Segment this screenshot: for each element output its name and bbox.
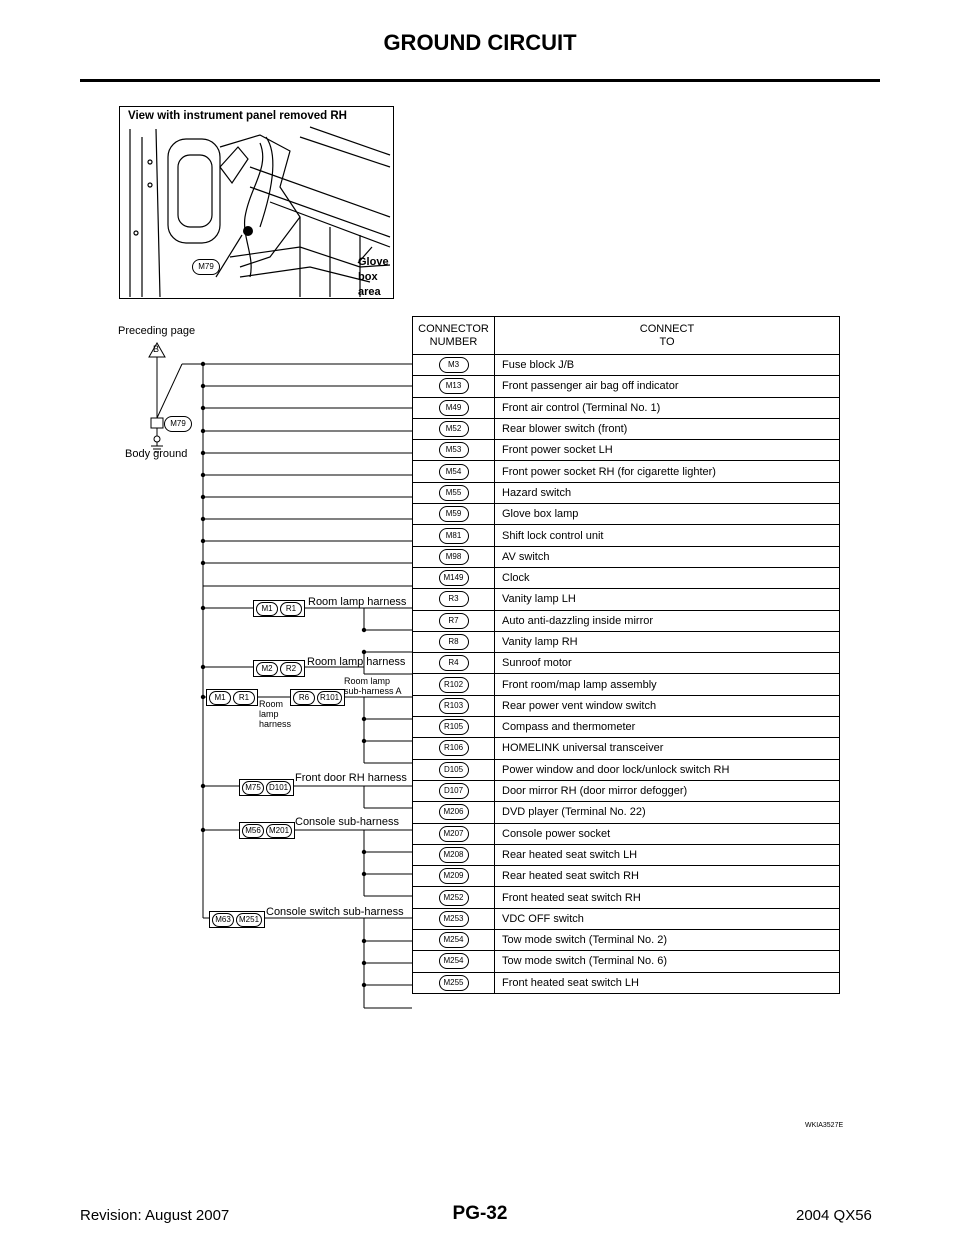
connector-number: R7 — [439, 613, 469, 629]
connector-cell — [413, 546, 495, 567]
table-row — [413, 695, 840, 716]
page-number: PG-32 — [452, 1203, 508, 1224]
connect-to-cell: Front power socket RH (for cigarette lighter) — [495, 461, 840, 482]
connect-to-cell: Tow mode switch (Terminal No. 2) — [495, 930, 840, 951]
connector-number: M208 — [439, 847, 469, 863]
connector-number: R4 — [439, 655, 469, 671]
connect-to-cell: Sunroof motor — [495, 653, 840, 674]
connector-cell — [413, 461, 495, 482]
connector-cell — [413, 440, 495, 461]
table-row — [413, 355, 840, 376]
connector-number: M253 — [439, 911, 469, 927]
connect-to-cell: AV switch — [495, 546, 840, 567]
connect-to-cell: Front air control (Terminal No. 1) — [495, 397, 840, 418]
harness-label: Room lamp harness — [308, 596, 407, 608]
connector-number: D105 — [439, 762, 469, 778]
table-row — [413, 887, 840, 908]
table-row — [413, 610, 840, 631]
connector-cell — [413, 866, 495, 887]
table-row — [413, 759, 840, 780]
connector-cell — [413, 844, 495, 865]
connect-to-header: CONNECT TO — [495, 317, 840, 355]
harness-connector: M63 M251 — [209, 911, 265, 928]
connector-number: R3 — [439, 591, 469, 607]
connect-to-cell: Front power socket LH — [495, 440, 840, 461]
table-row — [413, 418, 840, 439]
connect-to-cell: Console power socket — [495, 823, 840, 844]
connector-cell — [413, 589, 495, 610]
connector-number: M52 — [439, 421, 469, 437]
glove-box-area-label: Glove box area — [358, 256, 389, 298]
connect-to-cell: DVD player (Terminal No. 22) — [495, 802, 840, 823]
connector-number: M252 — [439, 890, 469, 906]
connector-number: M3 — [439, 357, 469, 373]
harness-label: Room lamp harness — [307, 656, 406, 668]
connector-number: M81 — [439, 528, 469, 544]
connector-number: M13 — [439, 378, 469, 394]
harness-label: Front door RH harness — [295, 772, 407, 784]
connector-number: R102 — [439, 677, 469, 693]
connector-number: M254 — [439, 953, 469, 969]
connect-to-cell: Tow mode switch (Terminal No. 6) — [495, 951, 840, 972]
table-row — [413, 951, 840, 972]
connect-to-cell: Door mirror RH (door mirror defogger) — [495, 780, 840, 801]
preceding-page-label: Preceding page — [118, 325, 196, 337]
table-row — [413, 546, 840, 567]
connector-cell — [413, 567, 495, 588]
connector-cell — [413, 780, 495, 801]
table-row — [413, 397, 840, 418]
connector-number-header: CONNECTOR NUMBER — [413, 317, 495, 355]
connector-cell — [413, 695, 495, 716]
connect-to-cell: Rear power vent window switch — [495, 695, 840, 716]
table-row — [413, 525, 840, 546]
connector-number: M53 — [439, 442, 469, 458]
connect-to-cell: HOMELINK universal transceiver — [495, 738, 840, 759]
figure-code: WKIA3527E — [805, 1122, 844, 1129]
harness-connector: M56 M201 — [239, 822, 295, 839]
table-row — [413, 972, 840, 993]
connector-number: R8 — [439, 634, 469, 650]
connector-cell — [413, 610, 495, 631]
table-row — [413, 482, 840, 503]
table-row — [413, 461, 840, 482]
junction-b-label: B — [153, 344, 160, 354]
table-row — [413, 738, 840, 759]
connect-to-cell: Front room/map lamp assembly — [495, 674, 840, 695]
connect-to-cell: Power window and door lock/unlock switch RH — [495, 759, 840, 780]
connector-number: M255 — [439, 975, 469, 991]
connector-cell — [413, 930, 495, 951]
connector-cell — [413, 738, 495, 759]
connector-number: R106 — [439, 740, 469, 756]
table-row — [413, 866, 840, 887]
connector-number: R105 — [439, 719, 469, 735]
connector-cell — [413, 631, 495, 652]
table-row — [413, 376, 840, 397]
harness-label: Console sub-harness — [295, 816, 399, 828]
connect-to-cell: Compass and thermometer — [495, 717, 840, 738]
connector-number: D107 — [439, 783, 469, 799]
connect-to-cell: Clock — [495, 567, 840, 588]
connector-cell — [413, 653, 495, 674]
table-row — [413, 440, 840, 461]
connect-to-cell: Vanity lamp RH — [495, 631, 840, 652]
room-lamp-harness-label: Room lamp harness — [259, 699, 292, 729]
connector-number: M59 — [439, 506, 469, 522]
table-row — [413, 674, 840, 695]
connector-number: M254 — [439, 932, 469, 948]
table-row — [413, 589, 840, 610]
connector-cell — [413, 887, 495, 908]
connector-cell — [413, 759, 495, 780]
connector-number: M207 — [439, 826, 469, 842]
harness-connector: R6 R101 — [290, 689, 345, 706]
connect-to-cell: Vanity lamp LH — [495, 589, 840, 610]
model-label: 2004 QX56 — [796, 1207, 872, 1224]
connector-number: M98 — [439, 549, 469, 565]
connector-number: M206 — [439, 804, 469, 820]
harness-connector: M2 R2 — [253, 660, 305, 677]
connector-cell — [413, 802, 495, 823]
connector-number: M49 — [439, 400, 469, 416]
connector-number: R103 — [439, 698, 469, 714]
harness-connector: M75 D101 — [239, 779, 294, 796]
table-row — [413, 823, 840, 844]
connect-to-cell: Fuse block J/B — [495, 355, 840, 376]
connect-to-cell: VDC OFF switch — [495, 908, 840, 929]
table-row — [413, 780, 840, 801]
connector-cell — [413, 674, 495, 695]
connect-to-cell: Rear heated seat switch LH — [495, 844, 840, 865]
connector-number: M149 — [439, 570, 469, 586]
table-row — [413, 908, 840, 929]
connect-to-cell: Glove box lamp — [495, 504, 840, 525]
table-row — [413, 504, 840, 525]
view-connector-tag: M79 — [192, 259, 220, 275]
table-row — [413, 567, 840, 588]
harness-connector: M1 R1 — [253, 600, 305, 617]
body-ground-label: Body ground — [125, 448, 188, 460]
connect-to-cell: Shift lock control unit — [495, 525, 840, 546]
connector-cell — [413, 355, 495, 376]
connect-to-cell: Front heated seat switch RH — [495, 887, 840, 908]
table-row — [413, 844, 840, 865]
connector-number: M55 — [439, 485, 469, 501]
connector-cell — [413, 482, 495, 503]
connect-to-cell: Rear blower switch (front) — [495, 418, 840, 439]
connect-to-cell: Front heated seat switch LH — [495, 972, 840, 993]
table-row — [413, 717, 840, 738]
connect-to-cell: Hazard switch — [495, 482, 840, 503]
harness-connector: M1 R1 — [206, 689, 258, 706]
connector-cell — [413, 972, 495, 993]
connector-cell — [413, 717, 495, 738]
table-row — [413, 653, 840, 674]
connector-number: M54 — [439, 464, 469, 480]
connect-to-cell: Rear heated seat switch RH — [495, 866, 840, 887]
page-title: GROUND CIRCUIT — [383, 30, 577, 55]
connector-cell — [413, 951, 495, 972]
table-row — [413, 631, 840, 652]
connector-cell — [413, 376, 495, 397]
connector-cell — [413, 525, 495, 546]
ground-connector-tag: M79 — [164, 416, 192, 432]
view-title: View with instrument panel removed RH — [128, 110, 347, 122]
connector-table — [412, 316, 840, 994]
connector-cell — [413, 823, 495, 844]
connector-cell — [413, 504, 495, 525]
connect-to-cell: Auto anti-dazzling inside mirror — [495, 610, 840, 631]
connect-to-cell: Front passenger air bag off indicator — [495, 376, 840, 397]
connector-number: M209 — [439, 868, 469, 884]
table-row — [413, 930, 840, 951]
revision-label: Revision: August 2007 — [80, 1207, 230, 1224]
sub-harness-label: Room lamp sub-harness A — [344, 676, 402, 696]
connector-cell — [413, 908, 495, 929]
connector-cell — [413, 418, 495, 439]
harness-label: Console switch sub-harness — [266, 906, 404, 918]
connector-cell — [413, 397, 495, 418]
table-row — [413, 802, 840, 823]
